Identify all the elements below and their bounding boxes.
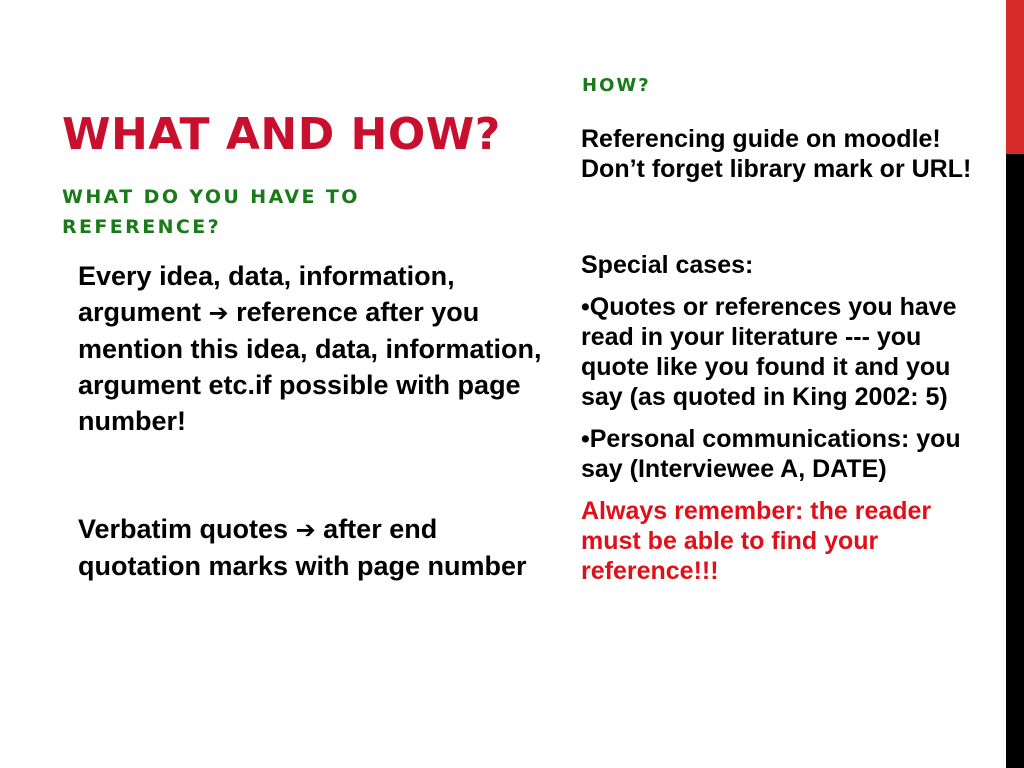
decorative-side-bar	[1006, 0, 1024, 768]
left-paragraph-2	[78, 511, 548, 584]
arrow-right-icon: ➔	[295, 516, 316, 544]
arrow-right-icon: ➔	[208, 299, 229, 327]
left-paragraph-1-text-a: Every idea, data, information, argument	[78, 261, 455, 327]
bullet-quotes: •Quotes or references you have read in your literature --- you quote like you found it and you say (as quoted in King 2002: 5)	[581, 293, 957, 411]
left-paragraph-2-text-b: after end quotation marks with page number	[78, 514, 527, 581]
left-paragraph-2-text-a: Verbatim quotes	[78, 514, 296, 544]
left-paragraph-1	[78, 258, 548, 439]
right-heading: HOW?	[582, 75, 651, 96]
slide-title: WHAT AND HOW?	[62, 109, 501, 160]
bullet-personal-communications: •Personal communications: you say (Interviewee A, DATE)	[581, 425, 961, 483]
left-content	[78, 258, 548, 584]
alert-text: Always remember: the reader must be able to find your reference!!!	[581, 497, 932, 585]
side-bar-red-segment	[1006, 0, 1024, 154]
left-paragraph-1-text-b: reference after you mention this idea, data, information, argument etc.if possible with page number!	[78, 297, 542, 436]
referencing-guide-text: Referencing guide on moodle! Don’t forget library mark or URL!	[581, 125, 972, 183]
side-bar-black-segment	[1006, 154, 1024, 768]
slide-subtitle: WHAT DO YOU HAVE TO REFERENCE?	[62, 186, 360, 238]
special-cases-label: Special cases:	[581, 251, 754, 279]
right-content	[581, 124, 991, 586]
